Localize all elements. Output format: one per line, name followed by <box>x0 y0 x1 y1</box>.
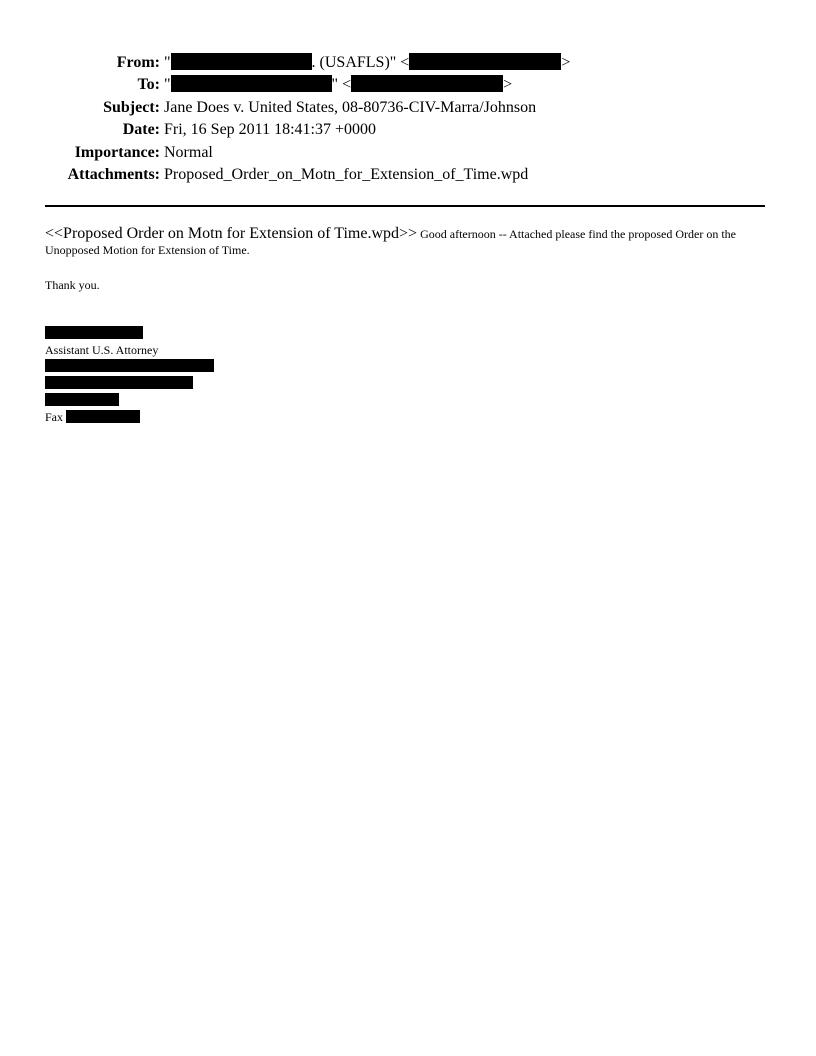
subject-value: Jane Does v. United States, 08-80736-CIV-Marra/Johnson <box>164 98 537 116</box>
attachments-row <box>0 164 816 186</box>
from-bracket: > <box>561 54 571 71</box>
to-sep: " < <box>331 76 352 94</box>
closing-text: Thank you. <box>45 278 100 292</box>
fax-label: Fax <box>45 410 63 424</box>
importance-row <box>0 142 816 164</box>
to-bracket: > <box>503 76 513 94</box>
subject-label: Subject: <box>103 98 160 116</box>
from-org: . (USAFLS)" < <box>311 54 410 71</box>
signature-phone-line <box>45 393 214 409</box>
signature-address-line <box>45 376 214 392</box>
redaction-block <box>45 359 214 372</box>
redaction-block <box>351 75 503 92</box>
from-quote: " <box>164 54 171 71</box>
date-value: Fri, 16 Sep 2011 18:41:37 +0000 <box>164 121 376 139</box>
redaction-block <box>409 53 561 70</box>
email-header <box>0 52 816 186</box>
to-label: To: <box>137 76 160 94</box>
attachment-filename: Proposed_Order_on_Motn_for_Extension_of_Time.wpd <box>164 165 529 183</box>
subject-row <box>0 97 816 119</box>
email-body <box>45 225 767 424</box>
redaction-block <box>171 75 332 92</box>
importance-value: Normal <box>164 143 213 161</box>
signature-name-line <box>45 326 214 342</box>
signature-address-line <box>45 359 214 375</box>
redaction-block <box>66 410 140 423</box>
from-value <box>164 52 570 74</box>
to-quote: " <box>164 76 171 94</box>
signature-fax-line <box>45 409 214 425</box>
redaction-block <box>45 393 119 406</box>
message-text: Good afternoon -- Attached please find the proposed Order on the Unopposed Motion for Extension of Time. <box>45 227 736 257</box>
to-row <box>0 74 816 96</box>
attachments-label: Attachments: <box>67 165 160 183</box>
from-label: From: <box>116 54 160 71</box>
importance-label: Importance: <box>74 143 160 161</box>
to-value <box>164 74 512 96</box>
redaction-block <box>45 326 143 339</box>
redaction-block <box>171 53 312 70</box>
signature-title: Assistant U.S. Attorney <box>45 343 159 357</box>
signature-block <box>45 325 214 425</box>
header-divider <box>45 205 765 207</box>
date-label: Date: <box>122 121 160 139</box>
date-row <box>0 119 816 141</box>
attachment-reference: <<Proposed Order on Motn for Extension of Time.wpd>> <box>45 225 418 242</box>
redaction-block <box>45 376 193 389</box>
message-paragraph <box>45 226 767 258</box>
from-row <box>0 52 816 74</box>
